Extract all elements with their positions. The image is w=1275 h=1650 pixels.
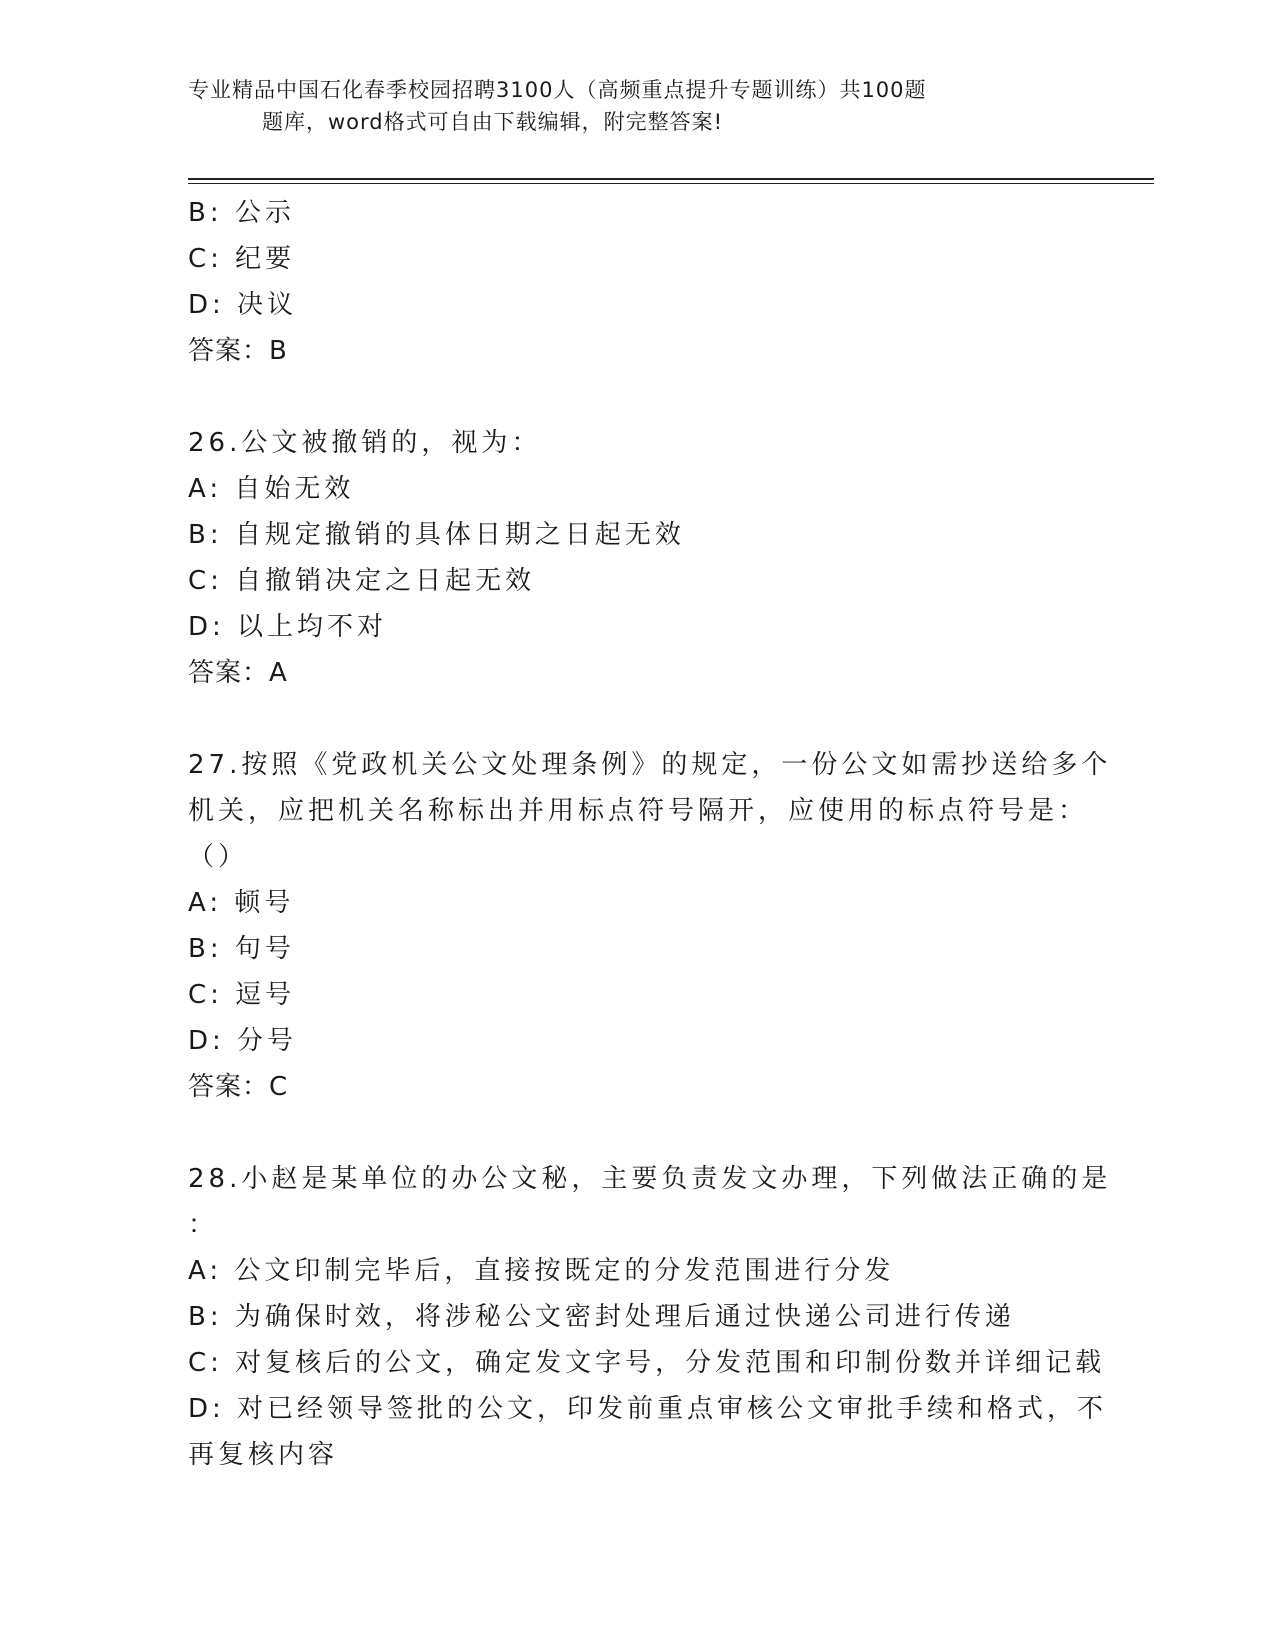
question-28 <box>188 1156 1112 1478</box>
header-title-line1: 专业精品中国石化春季校园招聘3100人（高频重点提升专题训练）共100题 <box>188 78 927 102</box>
answer-line: 答案：B <box>188 336 288 366</box>
option-d: D: 分号 <box>188 1026 298 1056</box>
option-b: B: 自规定撤销的具体日期之日起无效 <box>188 520 685 550</box>
question-25-tail <box>188 190 1078 374</box>
answer-line: 答案：A <box>188 658 288 688</box>
document-body <box>188 190 1112 1478</box>
option-c: C: 自撤销决定之日起无效 <box>188 566 536 596</box>
option-b: B: 句号 <box>188 934 295 964</box>
option-c: C: 逗号 <box>188 980 296 1010</box>
question-stem: 26.公文被撤销的，视为： <box>188 428 542 458</box>
option-b: B: 为确保时效，将涉秘公文密封处理后通过快递公司进行传递 <box>188 1302 1015 1332</box>
option-c: C: 对复核后的公文，确定发文字号，分发范围和印制份数并详细记载 <box>188 1348 1106 1378</box>
question-stem-line1: 27.按照《党政机关公文处理条例》的规定，一份公文如需抄送给多个 <box>188 750 1112 780</box>
question-26 <box>188 420 1078 696</box>
option-a: A: 自始无效 <box>188 474 355 504</box>
question-stem-line1: 28.小赵是某单位的办公文秘，主要负责发文办理，下列做法正确的是 <box>188 1164 1112 1194</box>
option-d: D: 以上均不对 <box>188 612 388 642</box>
option-d: D: 决议 <box>188 290 298 320</box>
question-stem-line2: ： <box>188 1210 219 1240</box>
document-header <box>188 74 1088 138</box>
question-stem-line3: （） <box>188 842 249 872</box>
option-a: A: 公文印制完毕后，直接按既定的分发范围进行分发 <box>188 1256 895 1286</box>
option-a: A: 顿号 <box>188 888 295 918</box>
question-stem-line2: 机关，应把机关名称标出并用标点符号隔开，应使用的标点符号是： <box>188 796 1089 826</box>
option-d-line2: 再复核内容 <box>188 1440 339 1470</box>
option-b: B: 公示 <box>188 198 295 228</box>
option-d-line1: D: 对已经领导签批的公文，印发前重点审核公文审批手续和格式，不 <box>188 1394 1108 1424</box>
header-divider-thick <box>188 178 1154 180</box>
question-27 <box>188 742 1112 1110</box>
option-c: C: 纪要 <box>188 244 296 274</box>
answer-line: 答案：C <box>188 1072 289 1102</box>
header-divider-thin <box>188 183 1154 184</box>
header-title-line2: 题库，word格式可自由下载编辑，附完整答案! <box>262 110 724 134</box>
